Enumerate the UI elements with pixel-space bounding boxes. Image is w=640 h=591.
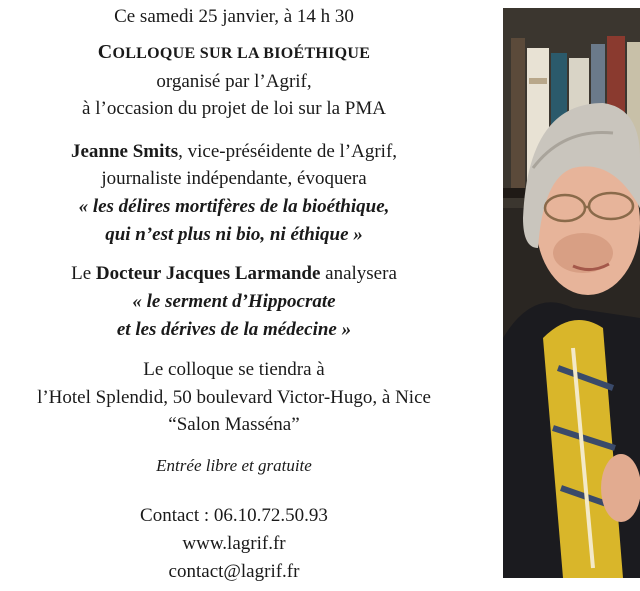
title-initial: C (97, 41, 113, 63)
speaker2-line (0, 263, 468, 285)
speaker1-topic-1: « les délires mortifères de la bioéthique, (78, 196, 390, 217)
speaker2-suffix: analysera (320, 263, 397, 284)
venue-address: l’Hotel Splendid, 50 boulevard Victor-Hugo, à Nice (37, 387, 431, 408)
speaker2-name: Docteur Jacques Larmande (95, 263, 321, 284)
speaker1-role2: journaliste indépendante, évoquera (101, 168, 367, 189)
speaker1-name: Jeanne Smits (70, 141, 179, 162)
speaker-portrait-illustration (503, 8, 640, 578)
speaker2-topic-2: et les dérives de la médecine » (116, 319, 352, 340)
occasion-line: à l’occasion du projet de loi sur la PMA (82, 98, 386, 119)
admission-note: Entrée libre et gratuite (156, 456, 312, 475)
title-rest: OLLOQUE SUR LA BIOÉTHIQUE (112, 45, 371, 62)
speaker-photo (503, 8, 640, 578)
organizer-line: organisé par l’Agrif, (156, 71, 312, 92)
speaker2-prefix: Le (71, 263, 96, 284)
contact-website: www.lagrif.fr (182, 533, 286, 554)
speaker2-topic-1: « le serment d’Hippocrate (132, 291, 336, 312)
contact-phone: Contact : 06.10.72.50.93 (140, 505, 328, 526)
speaker1-line (0, 141, 468, 163)
venue-intro: Le colloque se tiendra à (143, 359, 325, 380)
speaker1-topic-2: qui n’est plus ni bio, ni éthique » (105, 224, 363, 245)
event-title (0, 41, 468, 65)
contact-email: contact@lagrif.fr (168, 561, 300, 582)
venue-room: “Salon Masséna” (168, 414, 300, 435)
speaker1-role: , vice-préséidente de l’Agrif, (178, 141, 398, 162)
event-date: Ce samedi 25 janvier, à 14 h 30 (114, 6, 354, 27)
